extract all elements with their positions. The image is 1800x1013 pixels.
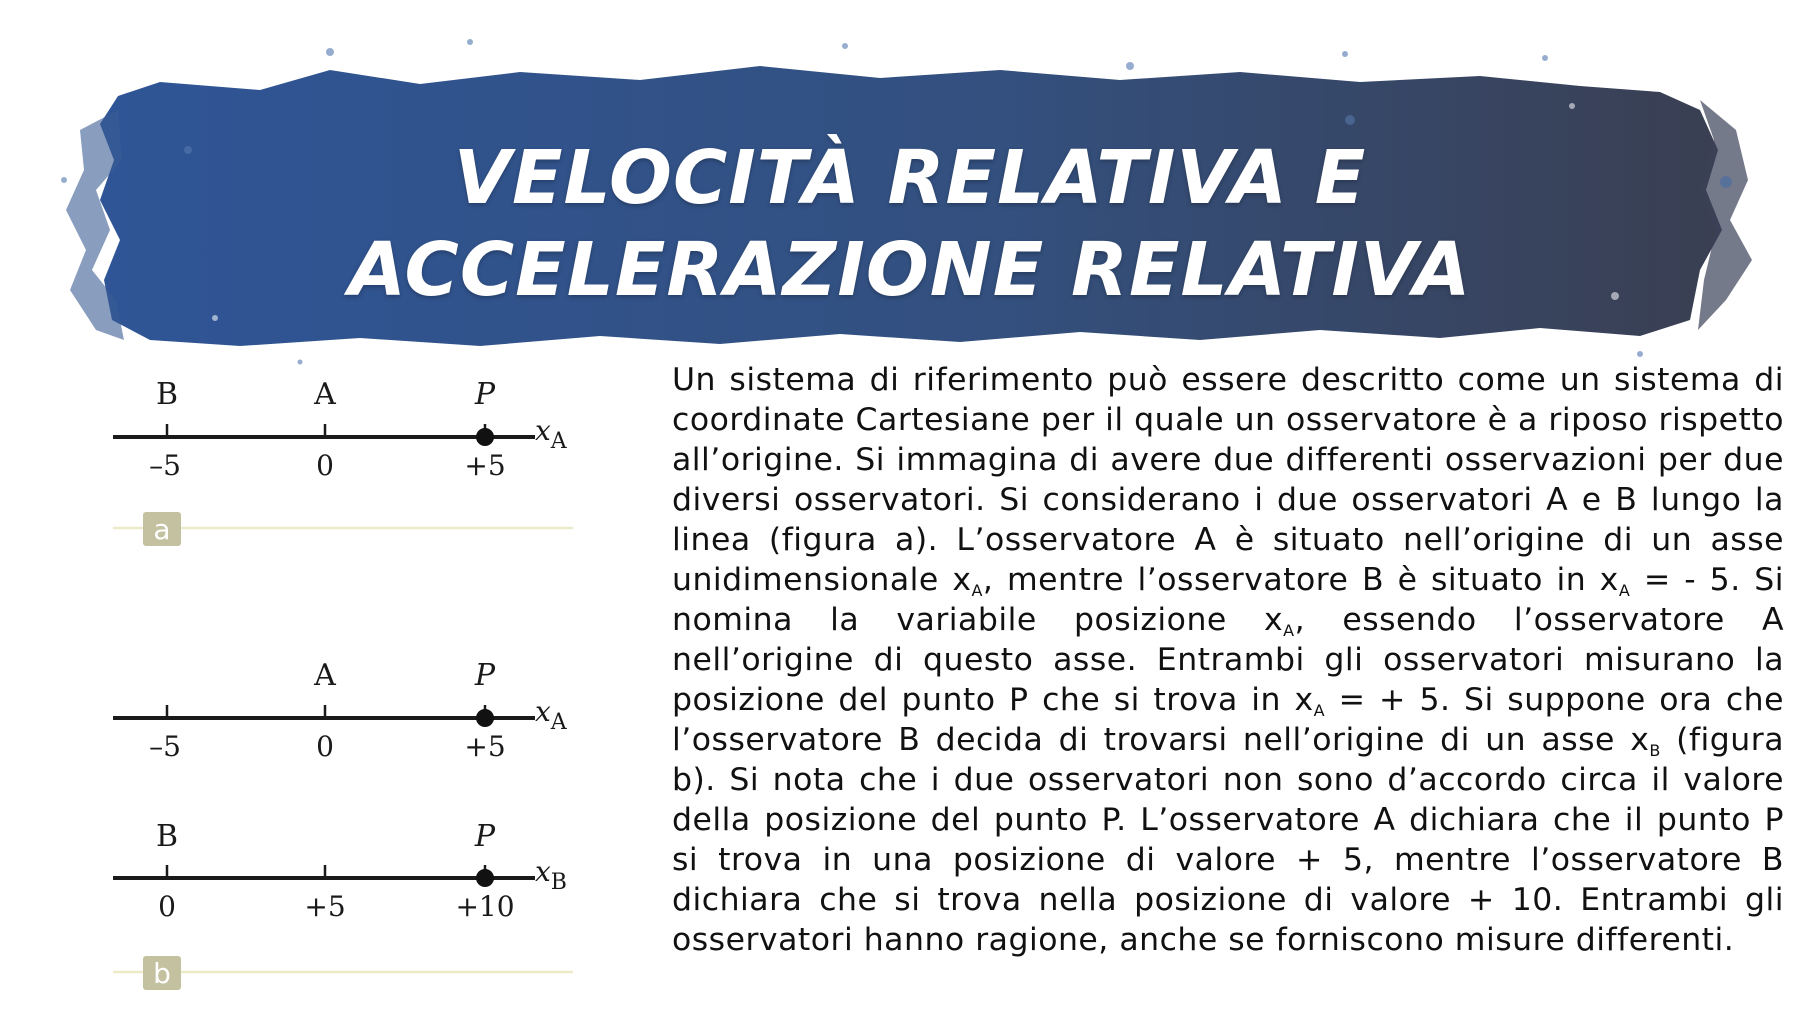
figure-b-line-2 (113, 819, 573, 990)
slide-title (200, 132, 1620, 316)
figures-panel (95, 360, 615, 1013)
body-paragraph: Un sistema di riferimento può essere descritto come un sistema di coordinate Cartesiane per il quale un osservatore è a riposo rispetto all’origine. Si immagina di avere due differenti osservazioni per due diversi osservatori. Si considerano i due osservatori A e B lungo la linea (figura a). L’osservatore A è situato nell’origine di un asse unidimensionale $x_A$, mentre l’osservatore B è situato in $x_A$ = - 5. Si nomina la variabile posizione $x_A$, essendo l’osservatore A nell’origine di questo asse. Entrambi gli osservatori misurano la posizione del punto P che si trova in $x_A$ = + 5. Si suppone ora che l’osservatore B decida di trovarsi nell’origine di un asse $x_B$ (figura b). Si nota che i due osservatori non sono d’accordo circa il valore della posizione del punto P. L’osservatore A dichiara che il punto P si trova in una posizione di valore + 5, mentre l’osservatore B dichiara che si trova nella posizione di valore + 10. Entrambi gli osservatori hanno ragione, anche se forniscono misure differenti. (672, 362, 1784, 958)
figure-a-point-P (476, 428, 494, 446)
title-line-2: ACCELERAZIONE RELATIVA (348, 227, 1472, 313)
figure-b2-tick-2: +5 (304, 890, 346, 923)
figure-b-line-1 (113, 658, 568, 763)
figure-b2-label-B: B (155, 819, 179, 854)
figure-b1-label-P: P (474, 658, 496, 693)
figure-b-caption-letter: b (153, 957, 171, 990)
figure-b2-tick-1: 0 (158, 890, 176, 923)
figure-b1-label-A: A (314, 658, 336, 693)
figure-a-tick-1: –5 (149, 449, 181, 482)
figure-b2-tick-3: +10 (455, 890, 515, 923)
figure-a-label-A: A (314, 377, 336, 412)
figure-b1-tick-3: +5 (464, 730, 506, 763)
figure-b2-label-P: P (474, 819, 496, 854)
figure-a-axis-label: $x_A$ (535, 414, 567, 454)
title-line-1: VELOCITÀ RELATIVA E (453, 135, 1367, 221)
body-text (672, 360, 1784, 1013)
figure-b2-point-P (476, 869, 494, 887)
figure-b2-axis-label: $x_B$ (535, 855, 567, 895)
figure-b1-tick-1: –5 (149, 730, 181, 763)
figure-a-label-B: B (155, 377, 179, 412)
figure-a-tick-2: 0 (316, 449, 334, 482)
figure-b1-point-P (476, 709, 494, 727)
figure-a-caption-letter: a (153, 513, 171, 546)
figure-a (113, 377, 573, 546)
figure-b1-axis-label: $x_A$ (535, 695, 567, 735)
figure-a-label-P: P (474, 377, 496, 412)
figure-a-tick-3: +5 (464, 449, 506, 482)
figure-b1-tick-2: 0 (316, 730, 334, 763)
